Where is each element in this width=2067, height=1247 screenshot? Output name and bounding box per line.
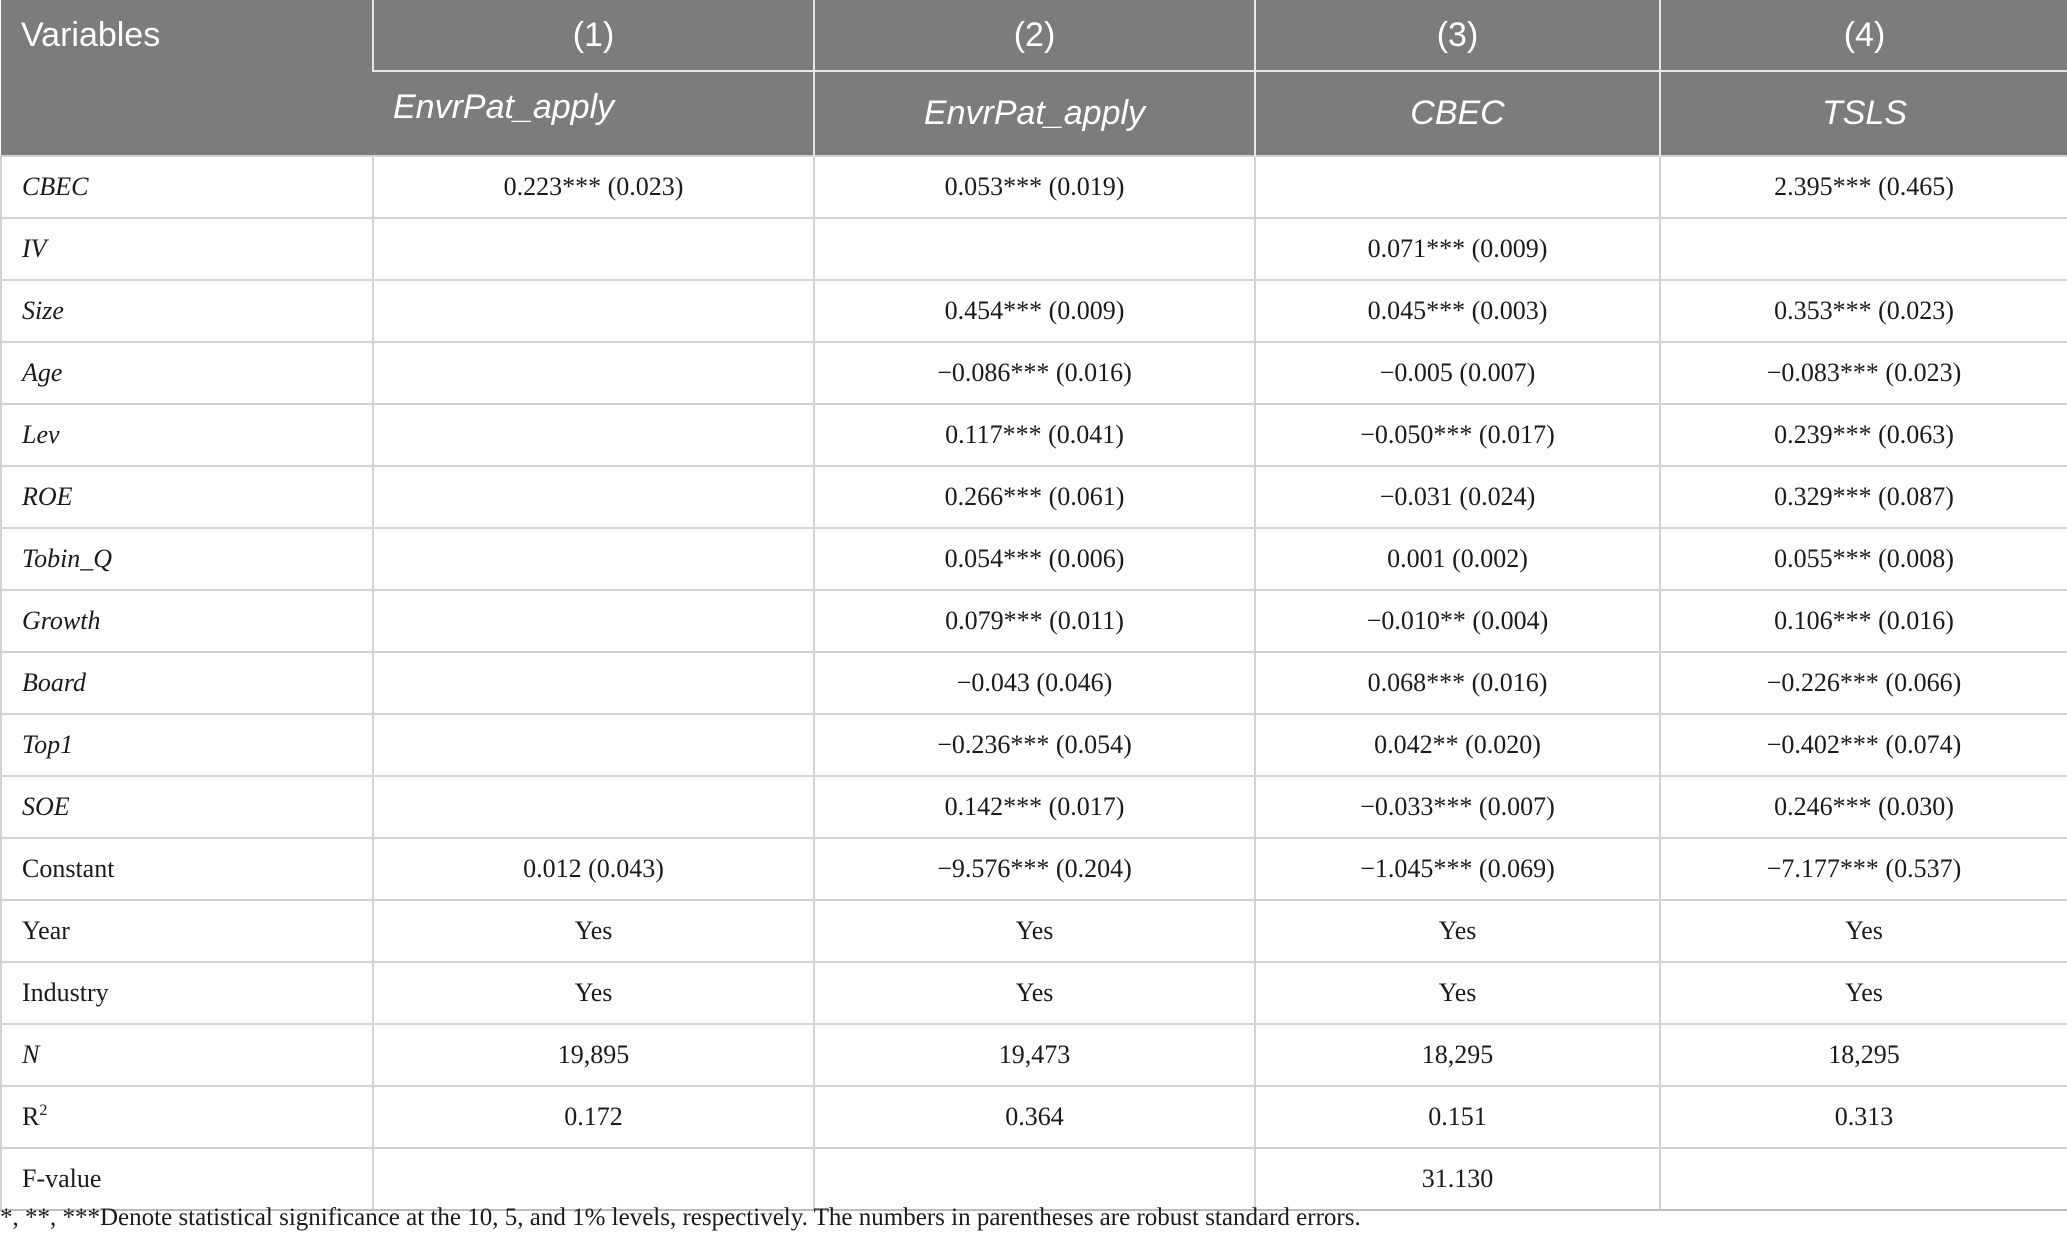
table-row xyxy=(1,838,2067,900)
row-label-text: N xyxy=(22,1040,40,1069)
table-cell xyxy=(373,528,814,590)
header-row-numbers xyxy=(1,0,2067,71)
table-row xyxy=(1,962,2067,1024)
row-label xyxy=(1,528,373,590)
variables-header: Variables xyxy=(1,0,373,156)
table-cell: 0.353*** (0.023) xyxy=(1660,280,2067,342)
table-cell: 0.042** (0.020) xyxy=(1255,714,1660,776)
table-cell xyxy=(373,404,814,466)
table-cell: 0.053*** (0.019) xyxy=(814,156,1255,218)
row-label-text: IV xyxy=(22,234,47,263)
table-cell: −0.033*** (0.007) xyxy=(1255,776,1660,838)
table-cell: 2.395*** (0.465) xyxy=(1660,156,2067,218)
table-cell: 0.054*** (0.006) xyxy=(814,528,1255,590)
table-cell: Yes xyxy=(1660,962,2067,1024)
table-row xyxy=(1,652,2067,714)
table-cell: 0.246*** (0.030) xyxy=(1660,776,2067,838)
table-cell: −0.010** (0.004) xyxy=(1255,590,1660,652)
table-cell: −0.086*** (0.016) xyxy=(814,342,1255,404)
row-label-text: Tobin_Q xyxy=(22,544,113,573)
table-cell: 0.313 xyxy=(1660,1086,2067,1148)
table-header xyxy=(1,0,2067,156)
row-label xyxy=(1,776,373,838)
row-label-text: Industry xyxy=(22,978,109,1007)
table-cell: Yes xyxy=(814,962,1255,1024)
table-cell: 18,295 xyxy=(1660,1024,2067,1086)
row-label-text: Constant xyxy=(22,854,115,883)
table-cell: Yes xyxy=(1660,900,2067,962)
table-cell: 0.012 (0.043) xyxy=(373,838,814,900)
table-cell: 0.223*** (0.023) xyxy=(373,156,814,218)
column-number-3: (3) xyxy=(1255,0,1660,71)
table-footnote: *, **, ***Denote statistical significance at the 10, 5, and 1% levels, respectively. The numbers in parentheses are robust standard errors. xyxy=(0,1204,1361,1231)
table-cell: 0.172 xyxy=(373,1086,814,1148)
row-label xyxy=(1,342,373,404)
table-row xyxy=(1,528,2067,590)
table-cell: −0.043 (0.046) xyxy=(814,652,1255,714)
table-cell: −0.050*** (0.017) xyxy=(1255,404,1660,466)
row-label-text: SOE xyxy=(22,792,70,821)
row-label-text: F-value xyxy=(22,1164,102,1193)
table-cell: Yes xyxy=(814,900,1255,962)
table-cell: 0.001 (0.002) xyxy=(1255,528,1660,590)
row-label xyxy=(1,280,373,342)
table-cell: −0.031 (0.024) xyxy=(1255,466,1660,528)
table-cell: 0.068*** (0.016) xyxy=(1255,652,1660,714)
table-row xyxy=(1,590,2067,652)
table-cell: 18,295 xyxy=(1255,1024,1660,1086)
table-cell: −0.005 (0.007) xyxy=(1255,342,1660,404)
table-cell xyxy=(814,1148,1255,1210)
table-cell xyxy=(373,466,814,528)
table-cell xyxy=(373,776,814,838)
table-cell xyxy=(373,280,814,342)
table-cell: 31.130 xyxy=(1255,1148,1660,1210)
row-label-text: Size xyxy=(22,296,64,325)
table-cell: 0.239*** (0.063) xyxy=(1660,404,2067,466)
column-number-1: (1) xyxy=(373,0,814,71)
table-row xyxy=(1,466,2067,528)
table-cell: 0.045*** (0.003) xyxy=(1255,280,1660,342)
table-cell: −9.576*** (0.204) xyxy=(814,838,1255,900)
table-cell: 0.329*** (0.087) xyxy=(1660,466,2067,528)
table-cell: −0.402*** (0.074) xyxy=(1660,714,2067,776)
row-label xyxy=(1,1148,373,1210)
row-label-text: ROE xyxy=(22,482,73,511)
row-label-text: Top1 xyxy=(22,730,74,759)
table-cell: 0.117*** (0.041) xyxy=(814,404,1255,466)
table-row xyxy=(1,714,2067,776)
table-cell: 0.055*** (0.008) xyxy=(1660,528,2067,590)
table-cell: 0.071*** (0.009) xyxy=(1255,218,1660,280)
row-label xyxy=(1,404,373,466)
table-cell: −0.226*** (0.066) xyxy=(1660,652,2067,714)
table-row xyxy=(1,218,2067,280)
table-cell: 0.142*** (0.017) xyxy=(814,776,1255,838)
table-row xyxy=(1,404,2067,466)
table-cell: 0.151 xyxy=(1255,1086,1660,1148)
table-row xyxy=(1,280,2067,342)
row-label xyxy=(1,1086,373,1148)
table-body xyxy=(1,156,2067,1210)
table-cell xyxy=(373,1148,814,1210)
table-row xyxy=(1,342,2067,404)
table-cell: Yes xyxy=(1255,962,1660,1024)
row-label xyxy=(1,838,373,900)
table-row xyxy=(1,1024,2067,1086)
table-cell xyxy=(373,714,814,776)
column-dependent-3: CBEC xyxy=(1255,71,1660,156)
table-cell: −0.083*** (0.023) xyxy=(1660,342,2067,404)
row-label xyxy=(1,156,373,218)
table-cell xyxy=(373,342,814,404)
table-cell: 0.454*** (0.009) xyxy=(814,280,1255,342)
table-row xyxy=(1,1086,2067,1148)
row-label-text: Age xyxy=(22,358,63,387)
table-cell: 19,473 xyxy=(814,1024,1255,1086)
table-cell: 0.266*** (0.061) xyxy=(814,466,1255,528)
table-cell xyxy=(373,218,814,280)
row-label-text: Board xyxy=(22,668,87,697)
table-row xyxy=(1,900,2067,962)
column-dependent-1: EnvrPat_apply xyxy=(373,71,814,156)
table-cell: 0.079*** (0.011) xyxy=(814,590,1255,652)
table-cell xyxy=(814,218,1255,280)
table-cell xyxy=(1660,1148,2067,1210)
table-cell: 19,895 xyxy=(373,1024,814,1086)
row-label xyxy=(1,218,373,280)
column-dependent-2: EnvrPat_apply xyxy=(814,71,1255,156)
table-cell: Yes xyxy=(373,900,814,962)
row-label-text: Year xyxy=(22,916,70,945)
table-row xyxy=(1,1148,2067,1210)
table-row xyxy=(1,156,2067,218)
table-cell: −7.177*** (0.537) xyxy=(1660,838,2067,900)
table-cell xyxy=(1660,218,2067,280)
row-label-text: Growth xyxy=(22,606,101,635)
row-label xyxy=(1,900,373,962)
row-label xyxy=(1,652,373,714)
column-dependent-4: TSLS xyxy=(1660,71,2067,156)
table-cell xyxy=(373,652,814,714)
row-label xyxy=(1,714,373,776)
column-number-4: (4) xyxy=(1660,0,2067,71)
table-cell: 0.106*** (0.016) xyxy=(1660,590,2067,652)
column-number-2: (2) xyxy=(814,0,1255,71)
table-cell: 0.364 xyxy=(814,1086,1255,1148)
table-cell xyxy=(373,590,814,652)
table-cell xyxy=(1255,156,1660,218)
table-cell: Yes xyxy=(373,962,814,1024)
row-label-text: Lev xyxy=(22,420,60,449)
row-label-text: R xyxy=(22,1102,40,1131)
row-label xyxy=(1,1024,373,1086)
table-cell: −1.045*** (0.069) xyxy=(1255,838,1660,900)
row-label xyxy=(1,466,373,528)
row-label-text: CBEC xyxy=(22,172,89,201)
row-label xyxy=(1,590,373,652)
row-label xyxy=(1,962,373,1024)
row-label-superscript: 2 xyxy=(39,1102,48,1119)
table-cell: Yes xyxy=(1255,900,1660,962)
table-cell: −0.236*** (0.054) xyxy=(814,714,1255,776)
table-row xyxy=(1,776,2067,838)
